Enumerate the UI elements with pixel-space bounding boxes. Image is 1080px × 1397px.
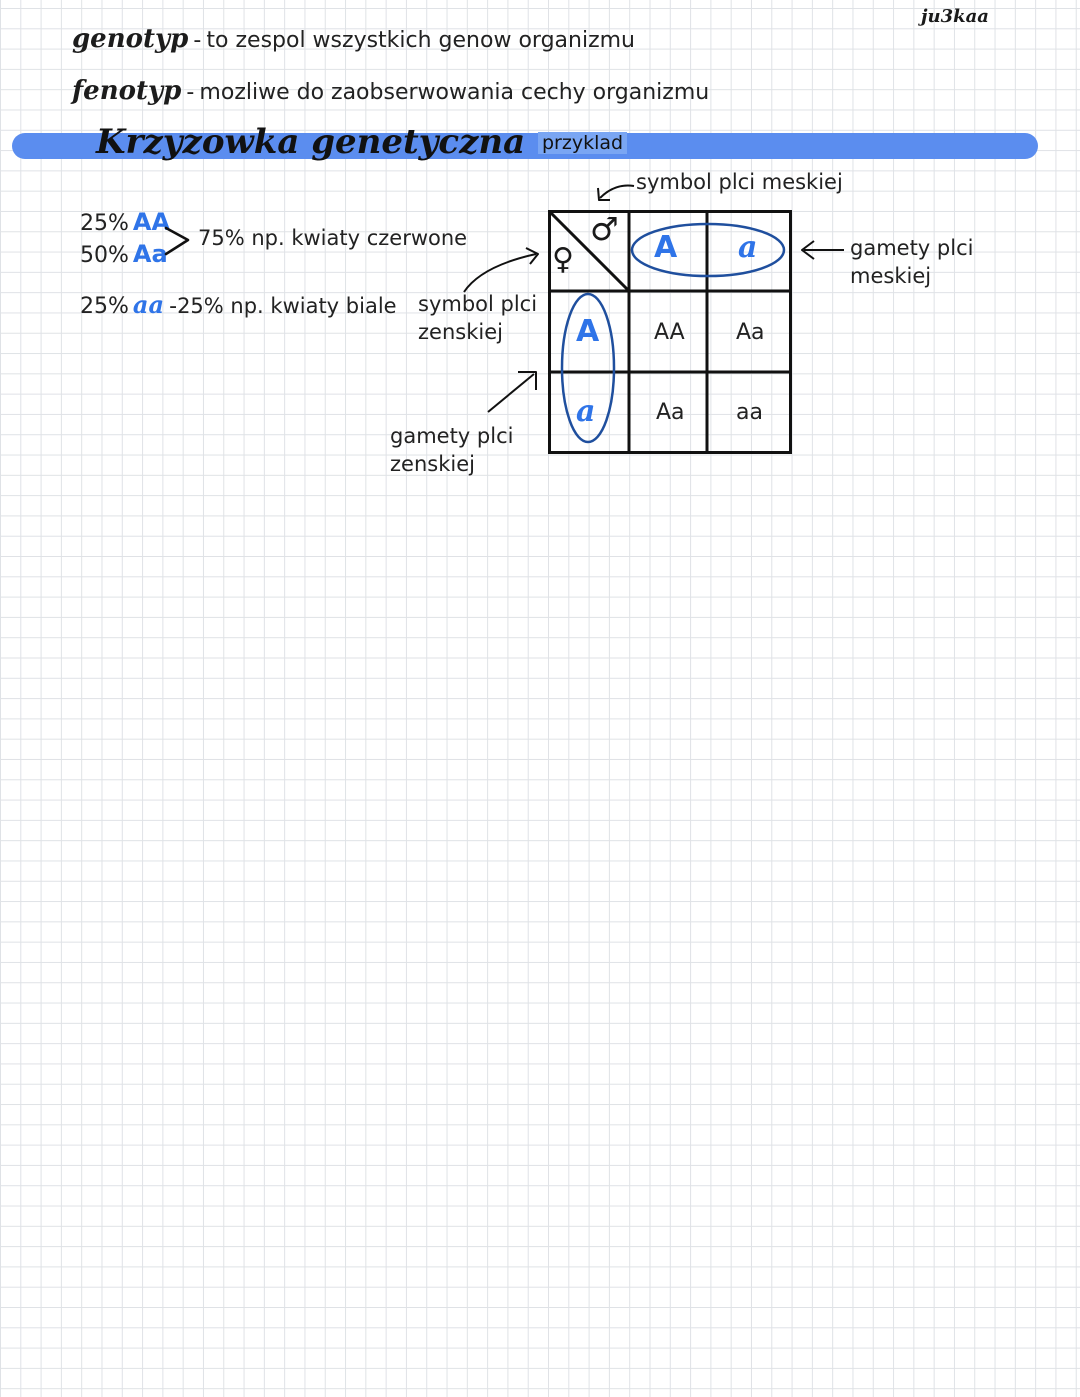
definition-genotype (72, 24, 635, 54)
male-gamete-a: a (738, 230, 758, 265)
arrow-icon (458, 244, 544, 296)
ratio-dash: - (169, 294, 178, 319)
punnett-square (548, 210, 792, 454)
punnett-cell: aa (736, 400, 763, 425)
definition-phenotype (72, 76, 709, 106)
ratio-percent: 25% (80, 211, 129, 236)
recessive-phenotype-result: 25% np. kwiaty biale (177, 294, 397, 318)
label-female-gametes-line2: zenskiej (390, 452, 475, 476)
ratio-percent: 50% (80, 243, 129, 268)
male-gamete-A: A (654, 230, 678, 265)
definition-separator: - (193, 28, 202, 53)
punnett-cell: AA (654, 320, 685, 345)
section-title: Krzyzowka genetyczna (96, 122, 526, 162)
label-female-symbol-line1: symbol plci (418, 292, 538, 316)
ratio-genotype: aa (132, 290, 165, 319)
arrow-icon (592, 180, 638, 210)
ratio-genotype: AA (132, 208, 171, 236)
label-female-gametes-line1: gamety plci (390, 424, 514, 448)
label-male-gametes-line2: meskiej (850, 264, 932, 288)
female-gamete-a: a (576, 394, 596, 429)
term-genotype: genotyp (72, 24, 189, 54)
label-male-gametes-line1: gamety plci (850, 236, 974, 260)
arrow-left-icon (796, 236, 848, 264)
ratio-homozygous-recessive (80, 290, 397, 319)
definition-text: mozliwe do zaobserwowania cechy organizmu (199, 80, 710, 105)
label-male-symbol: symbol plci meskiej (636, 170, 843, 194)
definition-separator: - (186, 80, 195, 105)
dominant-phenotype-result: 75% np. kwiaty czerwone (198, 226, 468, 250)
male-symbol-icon: ♂ (590, 210, 619, 248)
author-signature: ju3kaa (921, 6, 989, 27)
definition-text: to zespol wszystkich genow organizmu (206, 28, 635, 53)
brace-chevron-icon (162, 222, 194, 262)
label-female-symbol-line2: zenskiej (418, 320, 503, 344)
female-gamete-A: A (576, 314, 600, 349)
term-phenotype: fenotyp (72, 76, 182, 106)
female-symbol-icon: ♀ (552, 242, 574, 277)
example-tag: przyklad (538, 132, 627, 154)
ratio-heterozygous (80, 240, 168, 268)
ratio-homozygous-dominant (80, 208, 170, 236)
ratio-percent: 25% (80, 294, 129, 319)
arrow-icon (484, 366, 544, 416)
punnett-cell: Aa (656, 400, 685, 425)
ratio-genotype: Aa (132, 240, 168, 268)
punnett-cell: Aa (736, 320, 765, 345)
